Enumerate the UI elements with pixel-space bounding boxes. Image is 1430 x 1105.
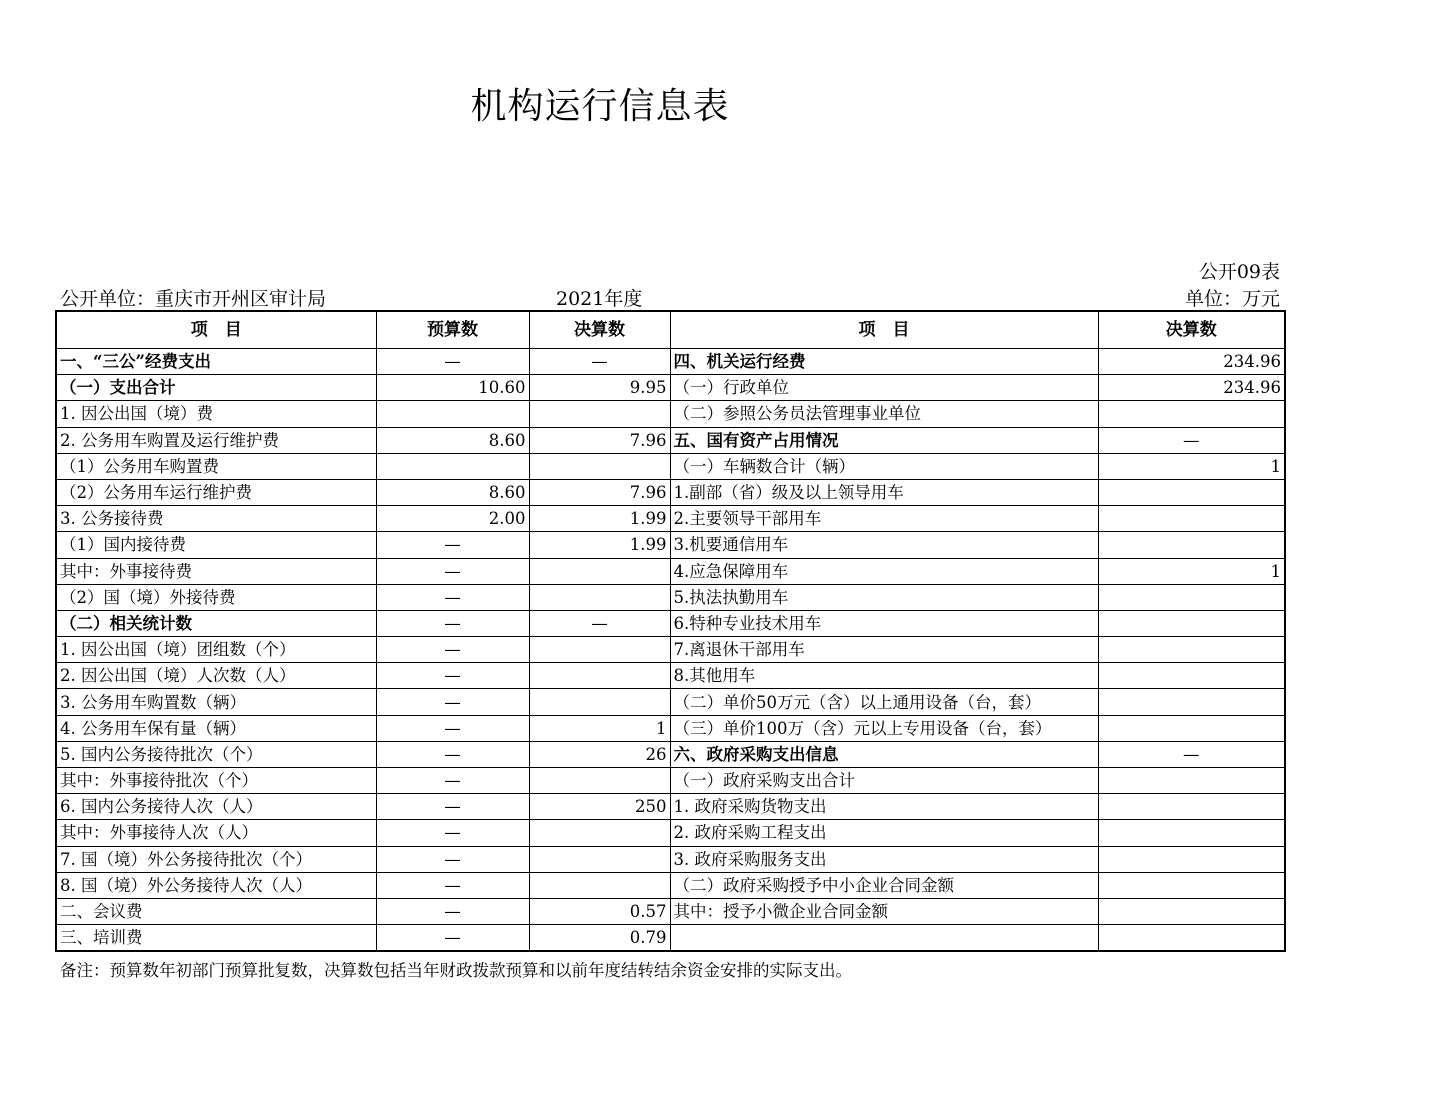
final-left-cell	[529, 872, 670, 898]
table-header-row	[56, 311, 1285, 349]
right-item-cell: 5.执法执勤用车	[670, 584, 1098, 610]
final-left-cell	[529, 689, 670, 715]
table-row	[56, 479, 1285, 505]
budget-cell: —	[376, 663, 529, 689]
budget-cell: —	[376, 820, 529, 846]
budget-cell: —	[376, 558, 529, 584]
left-item-cell: 三、培训费	[56, 925, 376, 952]
table-row	[56, 453, 1285, 479]
final-left-cell	[529, 584, 670, 610]
budget-cell: —	[376, 794, 529, 820]
left-item-cell: 二、会议费	[56, 898, 376, 924]
final-right-cell: 1	[1098, 558, 1285, 584]
table-row	[56, 846, 1285, 872]
table-row	[56, 506, 1285, 532]
final-left-cell: —	[529, 610, 670, 636]
final-right-cell	[1098, 663, 1285, 689]
meta-row	[60, 284, 1280, 310]
table-body	[56, 349, 1285, 952]
header-final-right: 决算数	[1098, 311, 1285, 349]
right-item-cell: 6.特种专业技术用车	[670, 610, 1098, 636]
budget-cell: —	[376, 637, 529, 663]
budget-cell: —	[376, 584, 529, 610]
budget-cell	[376, 401, 529, 427]
right-item-cell: 1. 政府采购货物支出	[670, 794, 1098, 820]
left-item-cell: 2. 因公出国（境）人次数（人）	[56, 663, 376, 689]
budget-cell: 8.60	[376, 427, 529, 453]
page-title: 机构运行信息表	[470, 86, 730, 127]
final-right-cell	[1098, 846, 1285, 872]
left-item-cell: （2）国（境）外接待费	[56, 584, 376, 610]
footnote: 备注：预算数年初部门预算批复数，决算数包括当年财政拨款预算和以前年度结转结余资金安排的实际支出。	[60, 961, 852, 980]
budget-cell: —	[376, 689, 529, 715]
right-item-cell: 2. 政府采购工程支出	[670, 820, 1098, 846]
final-right-cell	[1098, 820, 1285, 846]
table-row	[56, 637, 1285, 663]
fiscal-year: 2021年度	[556, 288, 643, 310]
left-item-cell: 其中：外事接待费	[56, 558, 376, 584]
table-row	[56, 401, 1285, 427]
right-item-cell: （二）政府采购授予中小企业合同金额	[670, 872, 1098, 898]
final-left-cell: 7.96	[529, 427, 670, 453]
left-item-cell: 6. 国内公务接待人次（人）	[56, 794, 376, 820]
final-left-cell: 9.95	[529, 375, 670, 401]
left-item-cell: 其中：外事接待批次（个）	[56, 768, 376, 794]
final-left-cell: 0.79	[529, 925, 670, 952]
final-left-cell	[529, 401, 670, 427]
left-item-cell: （2）公务用车运行维护费	[56, 479, 376, 505]
final-left-cell: 0.57	[529, 898, 670, 924]
budget-cell: —	[376, 715, 529, 741]
right-item-cell	[670, 925, 1098, 952]
table-row	[56, 532, 1285, 558]
final-right-cell	[1098, 872, 1285, 898]
final-right-cell	[1098, 610, 1285, 636]
final-right-cell: —	[1098, 741, 1285, 767]
final-left-cell: 1.99	[529, 532, 670, 558]
budget-cell	[376, 453, 529, 479]
right-item-cell: 其中：授予小微企业合同金额	[670, 898, 1098, 924]
final-left-cell	[529, 663, 670, 689]
final-right-cell	[1098, 584, 1285, 610]
table-row	[56, 898, 1285, 924]
final-left-cell: —	[529, 349, 670, 375]
final-right-cell	[1098, 479, 1285, 505]
left-item-cell: 1. 因公出国（境）团组数（个）	[56, 637, 376, 663]
final-left-cell: 26	[529, 741, 670, 767]
final-right-cell	[1098, 925, 1285, 952]
right-item-cell: 3.机要通信用车	[670, 532, 1098, 558]
left-item-cell: （一）支出合计	[56, 375, 376, 401]
final-right-cell	[1098, 401, 1285, 427]
right-item-cell: （一）政府采购支出合计	[670, 768, 1098, 794]
final-left-cell: 1	[529, 715, 670, 741]
right-item-cell: （一）行政单位	[670, 375, 1098, 401]
final-right-cell	[1098, 506, 1285, 532]
budget-cell: —	[376, 610, 529, 636]
info-table	[55, 310, 1286, 952]
right-item-cell: （三）单价100万（含）元以上专用设备（台，套）	[670, 715, 1098, 741]
right-item-cell: 8.其他用车	[670, 663, 1098, 689]
final-left-cell	[529, 846, 670, 872]
left-item-cell: 其中：外事接待人次（人）	[56, 820, 376, 846]
left-item-cell: 7. 国（境）外公务接待批次（个）	[56, 846, 376, 872]
right-item-cell: 3. 政府采购服务支出	[670, 846, 1098, 872]
final-right-cell	[1098, 637, 1285, 663]
right-item-cell: 7.离退休干部用车	[670, 637, 1098, 663]
final-right-cell: 234.96	[1098, 349, 1285, 375]
table-row	[56, 610, 1285, 636]
budget-cell: 2.00	[376, 506, 529, 532]
final-left-cell	[529, 637, 670, 663]
final-left-cell: 1.99	[529, 506, 670, 532]
budget-cell: —	[376, 925, 529, 952]
final-right-cell	[1098, 794, 1285, 820]
table-row	[56, 925, 1285, 952]
table-row	[56, 715, 1285, 741]
left-item-cell: （1）国内接待费	[56, 532, 376, 558]
final-left-cell: 7.96	[529, 479, 670, 505]
budget-cell: —	[376, 349, 529, 375]
right-item-cell: （二）单价50万元（含）以上通用设备（台，套）	[670, 689, 1098, 715]
right-item-cell: 1.副部（省）级及以上领导用车	[670, 479, 1098, 505]
left-item-cell: 8. 国（境）外公务接待人次（人）	[56, 872, 376, 898]
table-row	[56, 375, 1285, 401]
budget-cell: 8.60	[376, 479, 529, 505]
left-item-cell: 4. 公务用车保有量（辆）	[56, 715, 376, 741]
left-item-cell: （二）相关统计数	[56, 610, 376, 636]
currency-unit: 单位：万元	[1184, 288, 1280, 310]
final-right-cell	[1098, 532, 1285, 558]
right-item-cell: 五、国有资产占用情况	[670, 427, 1098, 453]
final-right-cell	[1098, 715, 1285, 741]
header-item-right: 项 目	[670, 311, 1098, 349]
right-item-cell: （二）参照公务员法管理事业单位	[670, 401, 1098, 427]
table-row	[56, 741, 1285, 767]
final-right-cell	[1098, 898, 1285, 924]
table-row	[56, 584, 1285, 610]
budget-cell: —	[376, 846, 529, 872]
budget-cell: —	[376, 532, 529, 558]
final-left-cell: 250	[529, 794, 670, 820]
form-number: 公开09表	[1198, 261, 1280, 283]
final-right-cell: 234.96	[1098, 375, 1285, 401]
table-row	[56, 663, 1285, 689]
final-right-cell	[1098, 768, 1285, 794]
table-row	[56, 349, 1285, 375]
header-final-left: 决算数	[529, 311, 670, 349]
unit-name: 公开单位：重庆市开州区审计局	[60, 288, 327, 310]
table-row	[56, 872, 1285, 898]
left-item-cell: 1. 因公出国（境）费	[56, 401, 376, 427]
table-row	[56, 820, 1285, 846]
table-row	[56, 427, 1285, 453]
header-budget: 预算数	[376, 311, 529, 349]
final-left-cell	[529, 768, 670, 794]
left-item-cell: 5. 国内公务接待批次（个）	[56, 741, 376, 767]
table-row	[56, 768, 1285, 794]
right-item-cell: （一）车辆数合计（辆）	[670, 453, 1098, 479]
left-item-cell: （1）公务用车购置费	[56, 453, 376, 479]
final-left-cell	[529, 558, 670, 584]
final-right-cell	[1098, 689, 1285, 715]
right-item-cell: 2.主要领导干部用车	[670, 506, 1098, 532]
budget-cell: —	[376, 768, 529, 794]
budget-cell: —	[376, 872, 529, 898]
budget-cell: 10.60	[376, 375, 529, 401]
final-left-cell	[529, 453, 670, 479]
left-item-cell: 2. 公务用车购置及运行维护费	[56, 427, 376, 453]
budget-cell: —	[376, 898, 529, 924]
left-item-cell: 3. 公务用车购置数（辆）	[56, 689, 376, 715]
budget-cell: —	[376, 741, 529, 767]
left-item-cell: 3. 公务接待费	[56, 506, 376, 532]
table-row	[56, 794, 1285, 820]
final-right-cell: 1	[1098, 453, 1285, 479]
final-left-cell	[529, 820, 670, 846]
final-right-cell: —	[1098, 427, 1285, 453]
table-row	[56, 558, 1285, 584]
header-item-left: 项 目	[56, 311, 376, 349]
right-item-cell: 四、机关运行经费	[670, 349, 1098, 375]
left-item-cell: 一、“三公”经费支出	[56, 349, 376, 375]
right-item-cell: 4.应急保障用车	[670, 558, 1098, 584]
table-row	[56, 689, 1285, 715]
right-item-cell: 六、政府采购支出信息	[670, 741, 1098, 767]
